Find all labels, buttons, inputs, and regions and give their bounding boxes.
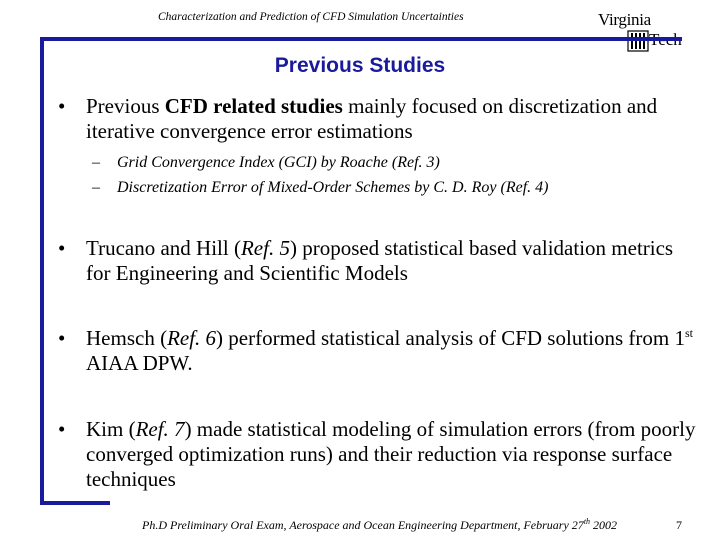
bullet-icon: • bbox=[58, 417, 66, 441]
slide-title: Previous Studies bbox=[274, 54, 446, 77]
dash-icon: – bbox=[92, 154, 100, 171]
header-title: Characterization and Prediction of CFD Simulation Uncertainties bbox=[158, 11, 464, 23]
bullet-text: Hemsch (Ref. 6) performed statistical analysis of CFD solutions from 1st AIAA DPW. bbox=[86, 326, 693, 375]
page-number: 7 bbox=[676, 518, 682, 532]
bullet-icon: • bbox=[58, 326, 66, 350]
slide-frame-bottom bbox=[40, 501, 110, 505]
footer-text: Ph.D Preliminary Oral Exam, Aerospace and Ocean Engineering Department, February 27th 2002 bbox=[142, 517, 618, 532]
bullet-icon: • bbox=[58, 236, 66, 260]
dash-icon: – bbox=[92, 179, 100, 196]
logo-text-tech: Tech bbox=[649, 30, 682, 49]
sub-bullet-text: Discretization Error of Mixed-Order Schemes by C. D. Roy (Ref. 4) bbox=[117, 179, 549, 196]
bullet-icon: • bbox=[58, 94, 66, 118]
bullet-text: Kim (Ref. 7) made statistical modeling of simulation errors (from poorly converged optimization runs) and their reduction via response surface techniques bbox=[86, 417, 696, 491]
logo-text-virginia: Virginia bbox=[598, 10, 651, 29]
sub-bullet-text: Grid Convergence Index (GCI) by Roache (Ref. 3) bbox=[117, 154, 440, 171]
bullet-text: Trucano and Hill (Ref. 5) proposed statistical based validation metrics for Engineering and Scientific Models bbox=[86, 236, 674, 285]
bullet-text: Previous CFD related studies mainly focused on discretization and iterative convergence error estimations bbox=[86, 94, 658, 143]
